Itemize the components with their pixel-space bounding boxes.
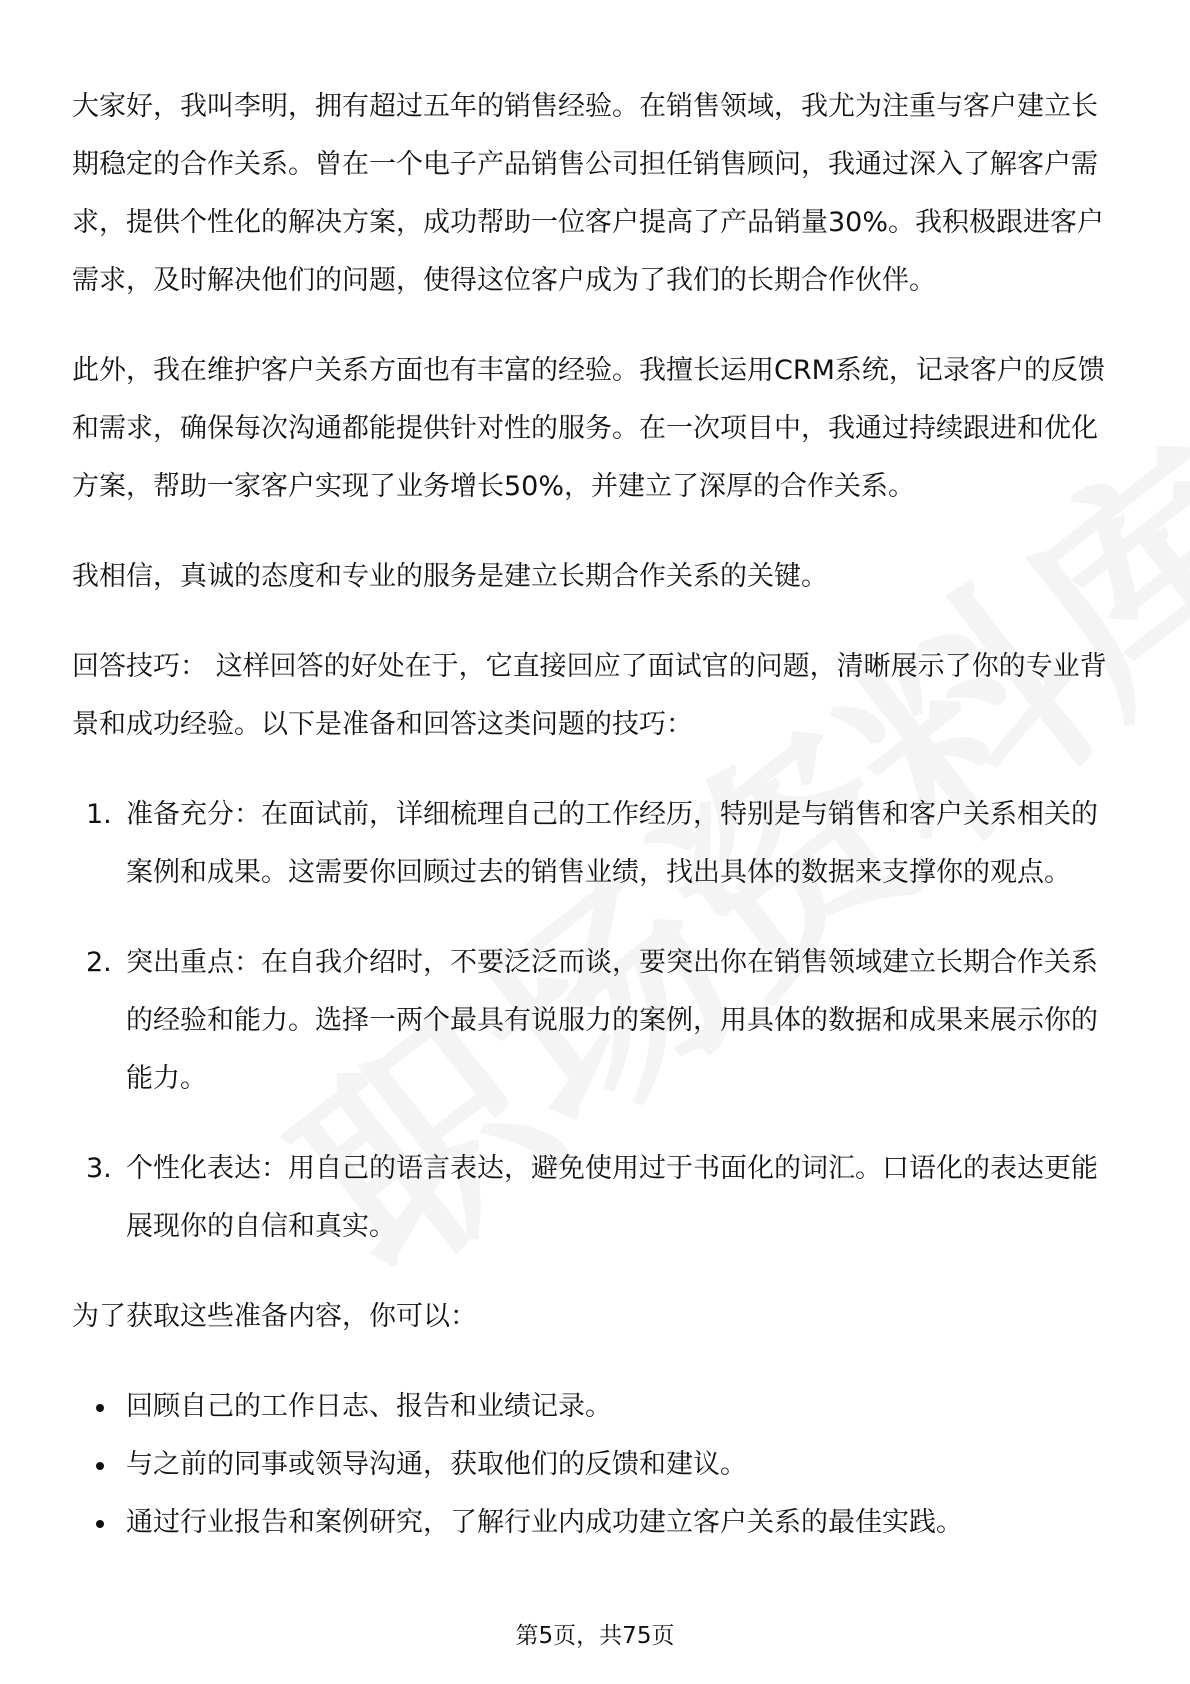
tip-item (72, 1140, 1120, 1256)
bullet-icon (96, 1404, 104, 1412)
tip-text: 准备充分：在面试前，详细梳理自己的工作经历，特别是与销售和客户关系相关的案例和成果。这需要你回顾过去的销售业绩，找出具体的数据来支撑你的观点。 (126, 799, 1098, 888)
prep-intro: 为了获取这些准备内容，你可以： (72, 1301, 477, 1332)
tip-number: 2. (86, 947, 112, 978)
tip-item (72, 934, 1120, 1108)
list-item-text: 通过行业报告和案例研究，了解行业内成功建立客户关系的最佳实践。 (126, 1507, 963, 1538)
bullet-icon (96, 1520, 104, 1528)
page-number: 第5页，共75页 (515, 1623, 675, 1649)
list-item-text: 回顾自己的工作日志、报告和业绩记录。 (126, 1391, 612, 1422)
tips-list (72, 786, 1120, 1256)
tip-text: 突出重点：在自我介绍时，不要泛泛而谈，要突出你在销售领域建立长期合作关系的经验和能力。选择一两个最具有说服力的案例，用具体的数据和成果来展示你的能力。 (126, 947, 1098, 1094)
list-item (72, 1494, 1120, 1552)
tip-number: 1. (86, 799, 112, 830)
prep-list (72, 1378, 1120, 1552)
bullet-icon (96, 1462, 104, 1470)
answer-tips-paragraph: 回答技巧： 这样回答的好处在于，它直接回应了面试官的问题，清晰展示了你的专业背景和成功经验。以下是准备和回答这类问题的技巧： (72, 651, 1107, 740)
list-item (72, 1378, 1120, 1436)
tip-number: 3. (86, 1153, 112, 1184)
tip-text: 个性化表达：用自己的语言表达，避免使用过于书面化的词汇。口语化的表达更能展现你的自信和真实。 (126, 1153, 1098, 1242)
intro-paragraph: 大家好，我叫李明，拥有超过五年的销售经验。在销售领域，我尤为注重与客户建立长期稳定的合作关系。曾在一个电子产品销售公司担任销售顾问，我通过深入了解客户需求，提供个性化的解决方案，成功帮助一位客户提高了产品销量30%。我积极跟进客户需求，及时解决他们的问题，使得这位客户成为了我们的长期合作伙伴。 (72, 91, 1105, 296)
list-item (72, 1436, 1120, 1494)
list-item-text: 与之前的同事或领导沟通，获取他们的反馈和建议。 (126, 1449, 747, 1480)
tip-item (72, 786, 1120, 902)
document-body (72, 78, 1120, 1552)
crm-paragraph: 此外，我在维护客户关系方面也有丰富的经验。我擅长运用CRM系统，记录客户的反馈和需求，确保每次沟通都能提供针对性的服务。在一次项目中，我通过持续跟进和优化方案，帮助一家客户实现了业务增长50%，并建立了深厚的合作关系。 (72, 355, 1105, 502)
belief-paragraph: 我相信，真诚的态度和专业的服务是建立长期合作关系的关键。 (72, 561, 828, 592)
